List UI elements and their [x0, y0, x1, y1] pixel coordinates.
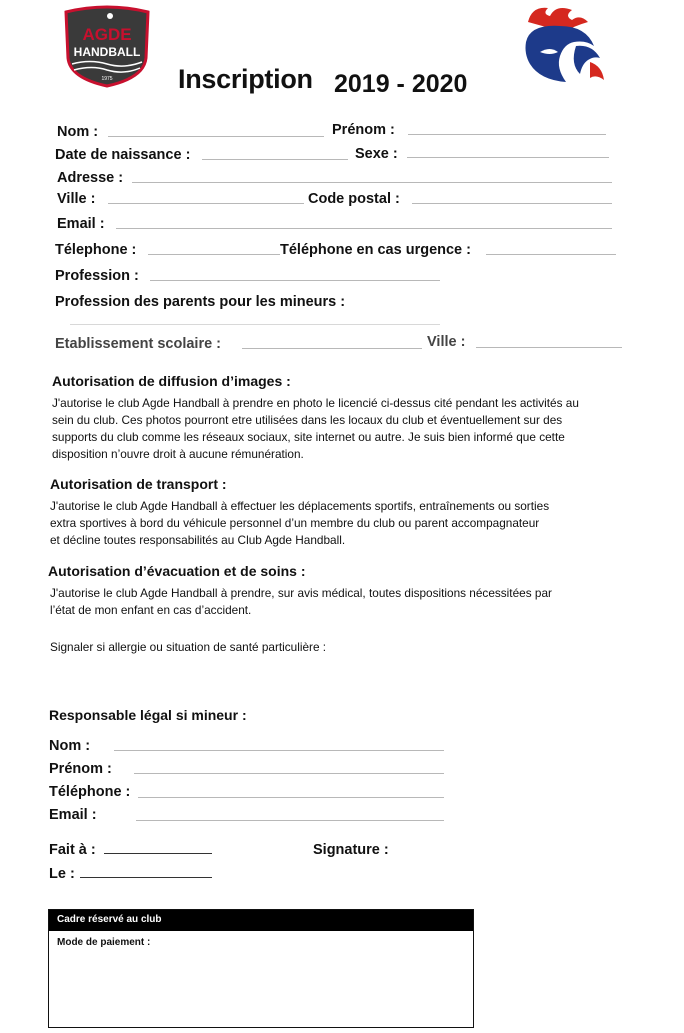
- images-line: disposition n’ouvre droit à aucune rémunération.: [52, 447, 304, 461]
- le-field[interactable]: [80, 877, 212, 878]
- agde-handball-logo: [62, 4, 152, 88]
- fait-a-label: Fait à :: [49, 842, 96, 858]
- svg-text:1975: 1975: [101, 76, 113, 82]
- email-label: Email :: [57, 216, 105, 232]
- telephone-field[interactable]: [148, 254, 280, 255]
- sexe-field[interactable]: [407, 157, 609, 158]
- telephone-urgence-field[interactable]: [486, 254, 616, 255]
- resp-email-field[interactable]: [136, 820, 444, 821]
- images-line: supports du club comme les réseaux sociaux, site internet ou autre. Je suis bien informé que cette: [52, 430, 565, 444]
- images-line: sein du club. Ces photos pourront etre utilisées dans les locaux du club et éventuellement sur des: [52, 413, 563, 427]
- mode-paiement-label: Mode de paiement :: [57, 937, 151, 948]
- prenom-field[interactable]: [408, 134, 606, 135]
- profession-parents-label: Profession des parents pour les mineurs :: [55, 294, 346, 310]
- images-line: J'autorise le club Agde Handball à prendre en photo le licencié ci-dessus cité pendant les activités au: [52, 396, 579, 410]
- soins-text: [50, 585, 640, 619]
- transport-line: extra sportives à bord du véhicule personnel d’un membre du club ou parent accompagnateur: [50, 516, 540, 530]
- resp-telephone-label: Téléphone :: [49, 784, 131, 800]
- code-postal-label: Code postal :: [308, 191, 400, 207]
- profession-parents-field[interactable]: [70, 324, 440, 325]
- allergie-label: Signaler si allergie ou situation de santé particulière :: [50, 640, 327, 654]
- resp-prenom-label: Prénom :: [49, 761, 112, 777]
- nom-label: Nom :: [57, 124, 99, 140]
- resp-telephone-field[interactable]: [138, 797, 444, 798]
- ville-label: Ville :: [57, 191, 96, 207]
- telephone-label: Télephone :: [55, 242, 137, 258]
- resp-nom-label: Nom :: [49, 738, 91, 754]
- resp-email-label: Email :: [49, 807, 97, 823]
- soins-line: J'autorise le club Agde Handball à prendre, sur avis médical, toutes dispositions nécessitées par: [50, 586, 552, 600]
- resp-prenom-field[interactable]: [134, 773, 444, 774]
- resp-nom-field[interactable]: [114, 750, 444, 751]
- images-text: [52, 395, 642, 463]
- responsable-heading: Responsable légal si mineur :: [49, 707, 247, 723]
- adresse-field[interactable]: [132, 182, 612, 183]
- transport-heading: Autorisation de transport :: [50, 476, 227, 492]
- profession-field[interactable]: [150, 280, 440, 281]
- season-year: 2019 - 2020: [334, 70, 468, 98]
- ville-field[interactable]: [108, 203, 304, 204]
- email-field[interactable]: [116, 228, 612, 229]
- adresse-label: Adresse :: [57, 170, 124, 186]
- ville2-label: Ville :: [427, 334, 466, 350]
- le-label: Le :: [49, 866, 75, 882]
- etablissement-field[interactable]: [242, 348, 422, 349]
- transport-line: J'autorise le club Agde Handball à effectuer les déplacements sportifs, entraînements ou sorties: [50, 499, 550, 513]
- sexe-label: Sexe :: [355, 146, 398, 162]
- transport-text: [50, 498, 640, 549]
- cadre-club-box: [48, 909, 474, 1028]
- fait-a-field[interactable]: [104, 853, 212, 854]
- etablissement-label: Etablissement scolaire :: [55, 336, 222, 352]
- ville2-field[interactable]: [476, 347, 622, 348]
- ffhb-rooster-logo: [520, 2, 606, 96]
- profession-label: Profession :: [55, 268, 139, 284]
- cadre-club-header: Cadre réservé au club: [49, 910, 473, 931]
- soins-line: l’état de mon enfant en cas d’accident.: [50, 603, 252, 617]
- nom-field[interactable]: [108, 136, 324, 137]
- telephone-urgence-label: Téléphone en cas urgence :: [280, 242, 471, 258]
- signature-label: Signature :: [313, 842, 389, 858]
- naissance-field[interactable]: [202, 159, 348, 160]
- prenom-label: Prénom :: [332, 122, 395, 138]
- svg-text:HANDBALL: HANDBALL: [73, 45, 141, 59]
- code-postal-field[interactable]: [412, 203, 612, 204]
- svg-text:AGDE: AGDE: [82, 25, 132, 44]
- page-title: Inscription: [178, 64, 313, 94]
- transport-line: et décline toutes responsabilités au Club Agde Handball.: [50, 533, 346, 547]
- images-heading: Autorisation de diffusion d’images :: [52, 373, 291, 389]
- naissance-label: Date de naissance :: [55, 147, 191, 163]
- soins-heading: Autorisation d’évacuation et de soins :: [48, 563, 306, 579]
